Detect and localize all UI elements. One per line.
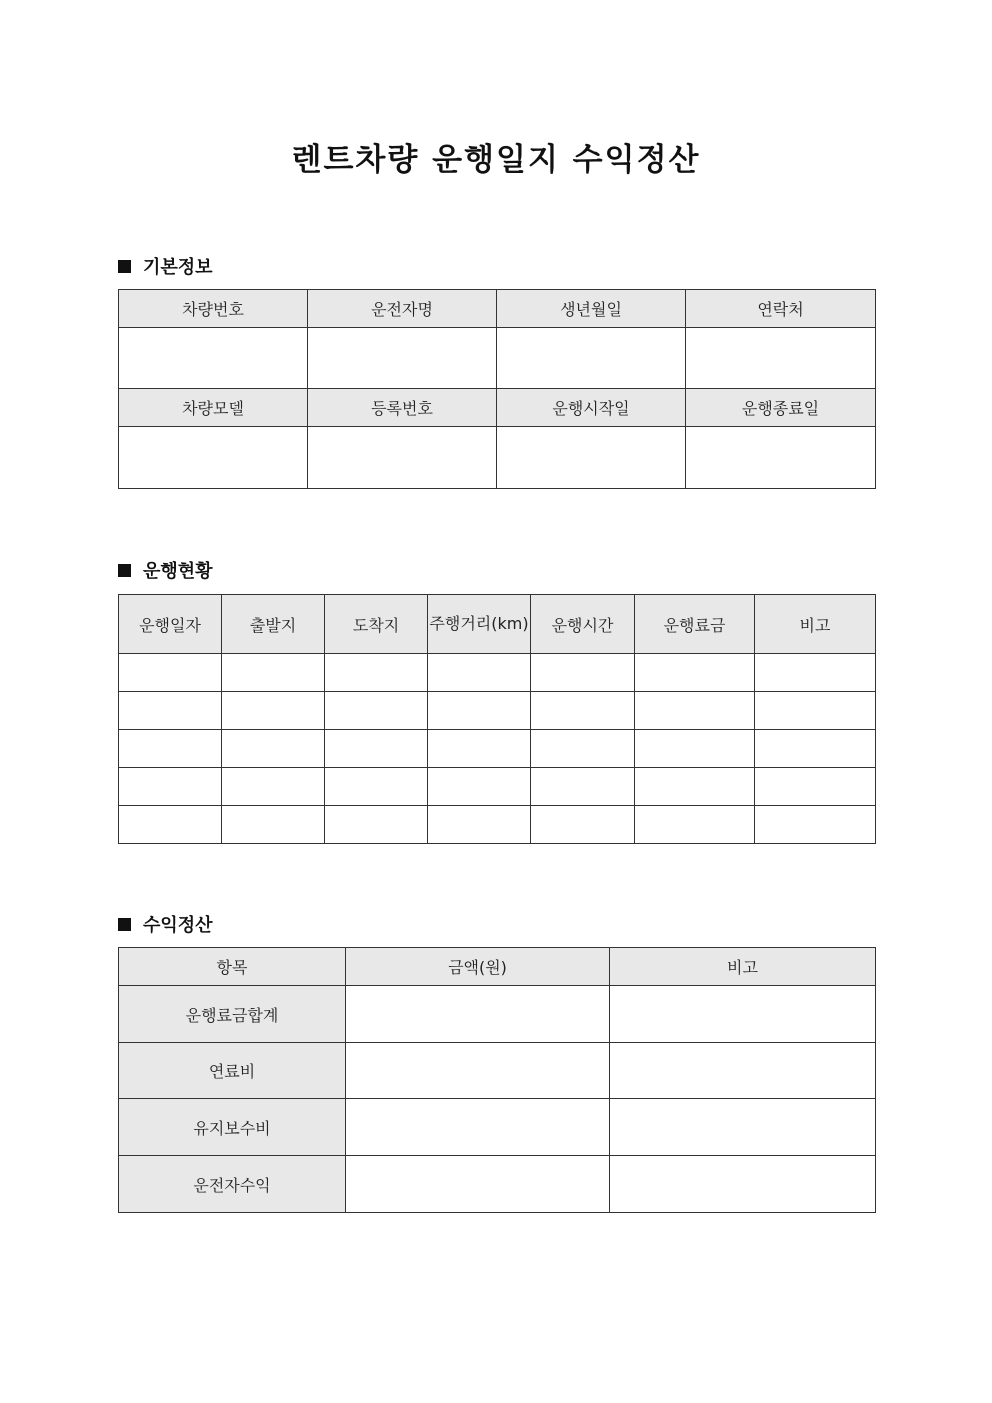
header-destination: 도착지 [325,595,428,654]
section-heading-driving-status [118,557,213,583]
table-cell[interactable] [222,692,325,730]
table-row [119,692,876,730]
driving-status-header-row [119,595,876,654]
table-cell[interactable] [222,654,325,692]
table-cell[interactable] [531,654,635,692]
basic-info-input-row [119,427,876,489]
table-cell[interactable] [635,730,755,768]
amount-cell[interactable] [346,1156,610,1213]
table-cell[interactable] [325,730,428,768]
table-cell[interactable] [222,730,325,768]
table-cell[interactable] [428,654,531,692]
table-cell[interactable] [119,806,222,844]
end-date-cell[interactable] [686,427,876,489]
header-vehicle-number: 차량번호 [119,290,308,328]
table-cell[interactable] [755,692,876,730]
basic-info-table [118,289,876,489]
basic-info-input-row [119,328,876,389]
remarks-cell[interactable] [610,1043,876,1099]
remarks-cell[interactable] [610,1156,876,1213]
header-driver-name: 운전자명 [308,290,497,328]
start-date-cell[interactable] [497,427,686,489]
page-title: 렌트차량 운행일지 수익정산 [291,142,701,178]
header-remarks: 비고 [755,595,876,654]
section-heading-label: 운행현황 [143,561,213,582]
basic-info-header-row [119,290,876,328]
table-cell[interactable] [755,730,876,768]
table-cell[interactable] [222,768,325,806]
table-cell[interactable] [119,768,222,806]
table-cell[interactable] [428,768,531,806]
section-heading-settlement [118,911,213,937]
table-cell[interactable] [531,692,635,730]
basic-info-header-row [119,389,876,427]
amount-cell[interactable] [346,1043,610,1099]
header-contact: 연락처 [686,290,876,328]
contact-cell[interactable] [686,328,876,389]
table-row [119,654,876,692]
table-cell[interactable] [325,654,428,692]
header-distance: 주행거리(km) [428,595,531,654]
section-heading-basic-info [118,253,213,279]
square-bullet-icon [118,918,131,931]
square-bullet-icon [118,564,131,577]
item-total-fare: 운행료금합계 [119,986,346,1043]
header-departure: 출발지 [222,595,325,654]
header-start-date: 운행시작일 [497,389,686,427]
table-cell[interactable] [531,730,635,768]
header-drive-time: 운행시간 [531,595,635,654]
vehicle-number-cell[interactable] [119,328,308,389]
table-cell[interactable] [635,806,755,844]
item-maintenance-cost: 유지보수비 [119,1099,346,1156]
table-cell[interactable] [635,654,755,692]
table-cell[interactable] [428,730,531,768]
table-cell[interactable] [531,768,635,806]
square-bullet-icon [118,260,131,273]
remarks-cell[interactable] [610,1099,876,1156]
table-row [119,1156,876,1213]
table-cell[interactable] [325,692,428,730]
table-cell[interactable] [755,654,876,692]
table-cell[interactable] [635,768,755,806]
header-birth-date: 생년월일 [497,290,686,328]
registration-number-cell[interactable] [308,427,497,489]
table-cell[interactable] [755,768,876,806]
table-cell[interactable] [325,806,428,844]
driver-name-cell[interactable] [308,328,497,389]
header-amount: 금액(원) [346,948,610,986]
item-fuel-cost: 연료비 [119,1043,346,1099]
table-cell[interactable] [428,692,531,730]
table-cell[interactable] [325,768,428,806]
table-cell[interactable] [635,692,755,730]
header-drive-date: 운행일자 [119,595,222,654]
table-cell[interactable] [119,692,222,730]
vehicle-model-cell[interactable] [119,427,308,489]
table-cell[interactable] [119,654,222,692]
birth-date-cell[interactable] [497,328,686,389]
header-registration-number: 등록번호 [308,389,497,427]
amount-cell[interactable] [346,986,610,1043]
table-row [119,1099,876,1156]
header-item: 항목 [119,948,346,986]
settlement-header-row [119,948,876,986]
table-cell[interactable] [531,806,635,844]
item-driver-income: 운전자수익 [119,1156,346,1213]
remarks-cell[interactable] [610,986,876,1043]
table-row [119,1043,876,1099]
driving-status-table [118,594,876,844]
table-row [119,768,876,806]
amount-cell[interactable] [346,1099,610,1156]
header-fare: 운행료금 [635,595,755,654]
table-cell[interactable] [428,806,531,844]
table-cell[interactable] [755,806,876,844]
header-remarks: 비고 [610,948,876,986]
settlement-table [118,947,876,1213]
section-heading-label: 수익정산 [143,915,213,936]
header-vehicle-model: 차량모델 [119,389,308,427]
table-row [119,806,876,844]
table-cell[interactable] [222,806,325,844]
table-cell[interactable] [119,730,222,768]
table-row [119,730,876,768]
header-end-date: 운행종료일 [686,389,876,427]
table-row [119,986,876,1043]
section-heading-label: 기본정보 [143,257,213,278]
